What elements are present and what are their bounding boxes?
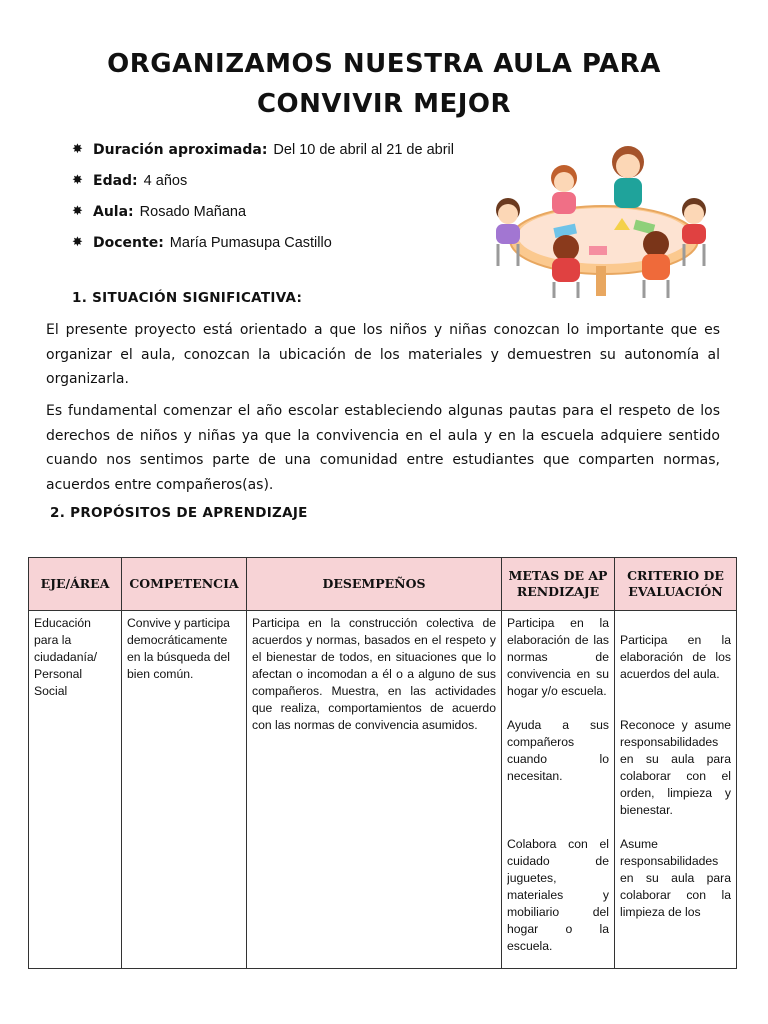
table-cell-eje: [29, 611, 122, 969]
info-label: Edad:: [93, 172, 138, 189]
table-cell-criterios: [615, 611, 737, 969]
table-cell-desempenos: [247, 611, 502, 969]
info-value: Del 10 de abril al 21 de abril: [273, 141, 454, 158]
learning-purposes-table: [28, 557, 737, 969]
criterio-item: Asume responsabilidades en su aula para colaborar con la limpieza de los: [620, 837, 731, 919]
section-heading-propositos: 2. PROPÓSITOS DE APRENDIZAJE: [50, 505, 308, 521]
section-heading-situacion: 1. SITUACIÓN SIGNIFICATIVA:: [72, 290, 303, 306]
info-value: 4 años: [143, 172, 188, 189]
info-value: Rosado Mañana: [139, 203, 247, 220]
cell-text: Convive y participa democráticamente en la búsqueda del bien común.: [127, 616, 231, 681]
cell-text: Educación para la ciudadanía/ Personal Social: [34, 616, 98, 698]
cell-text: Participa en la construcción colectiva de acuerdos y normas, basados en el respeto y el bienestar de todos, en situaciones que lo afectan o incomodan a él o a alguno de sus compañeros. Muestra, en las actividades que realiza, comportamientos de acuerdo con las normas de convivencia asumidos.: [252, 616, 496, 732]
column-header: DESEMPEÑOS: [247, 558, 502, 611]
info-label: Aula:: [93, 203, 134, 220]
column-header: METAS DE APRENDIZAJE: [502, 558, 615, 611]
meta-item: Ayuda a sus compañeros cuando lo necesitan.: [507, 718, 609, 783]
info-item-teacher: [72, 227, 454, 258]
star-bullet-icon: ✸: [72, 235, 83, 250]
meta-item: Participa en la elaboración de las normas de convivencia en su hogar y/o escuela.: [507, 616, 609, 698]
table-cell-metas: [502, 611, 615, 969]
star-bullet-icon: ✸: [72, 142, 83, 157]
column-header: EJE/ÁREA: [29, 558, 122, 611]
info-value: María Pumasupa Castillo: [169, 234, 332, 251]
criterio-item: Reconoce y asume responsabilidades en su aula para colaborar con el orden, limpieza y bienestar.: [620, 718, 731, 817]
children-around-table-illustration: [484, 138, 724, 302]
star-bullet-icon: ✸: [72, 204, 83, 219]
criterio-item: Participa en la elaboración de los acuerdos del aula.: [620, 633, 731, 681]
info-item-age: [72, 165, 454, 196]
info-label: Duración aproximada:: [93, 141, 268, 158]
project-info-list: [72, 134, 454, 258]
table-row: [29, 611, 737, 969]
document-title: ORGANIZAMOS NUESTRA AULA PARA CONVIVIR MEJOR: [107, 49, 661, 119]
star-bullet-icon: ✸: [72, 173, 83, 188]
table-header-row: [29, 558, 737, 611]
info-item-duration: [72, 134, 454, 165]
info-item-classroom: [72, 196, 454, 227]
column-header: CRITERIO DE EVALUACIÓN: [615, 558, 737, 611]
paragraph: Es fundamental comenzar el año escolar estableciendo algunas pautas para el respeto de los derechos de niños y niñas ya que la convivencia en el aula y en la escuela adquiere sentido cuando nos sentimos parte de una comunidad entre estudiantes que comparten normas, acuerdos entre compañeros(as).: [46, 403, 720, 493]
table-cell-competencia: [122, 611, 247, 969]
info-label: Docente:: [93, 234, 164, 251]
paragraph: El presente proyecto está orientado a que los niños y niñas conozcan lo importante que es organizar el aula, conozcan la ubicación de los materiales y demuestren su autonomía al organizarla.: [46, 322, 720, 387]
meta-item: Colabora con el cuidado de juguetes, materiales y mobiliario del hogar o la escuela.: [507, 837, 609, 953]
column-header: COMPETENCIA: [122, 558, 247, 611]
